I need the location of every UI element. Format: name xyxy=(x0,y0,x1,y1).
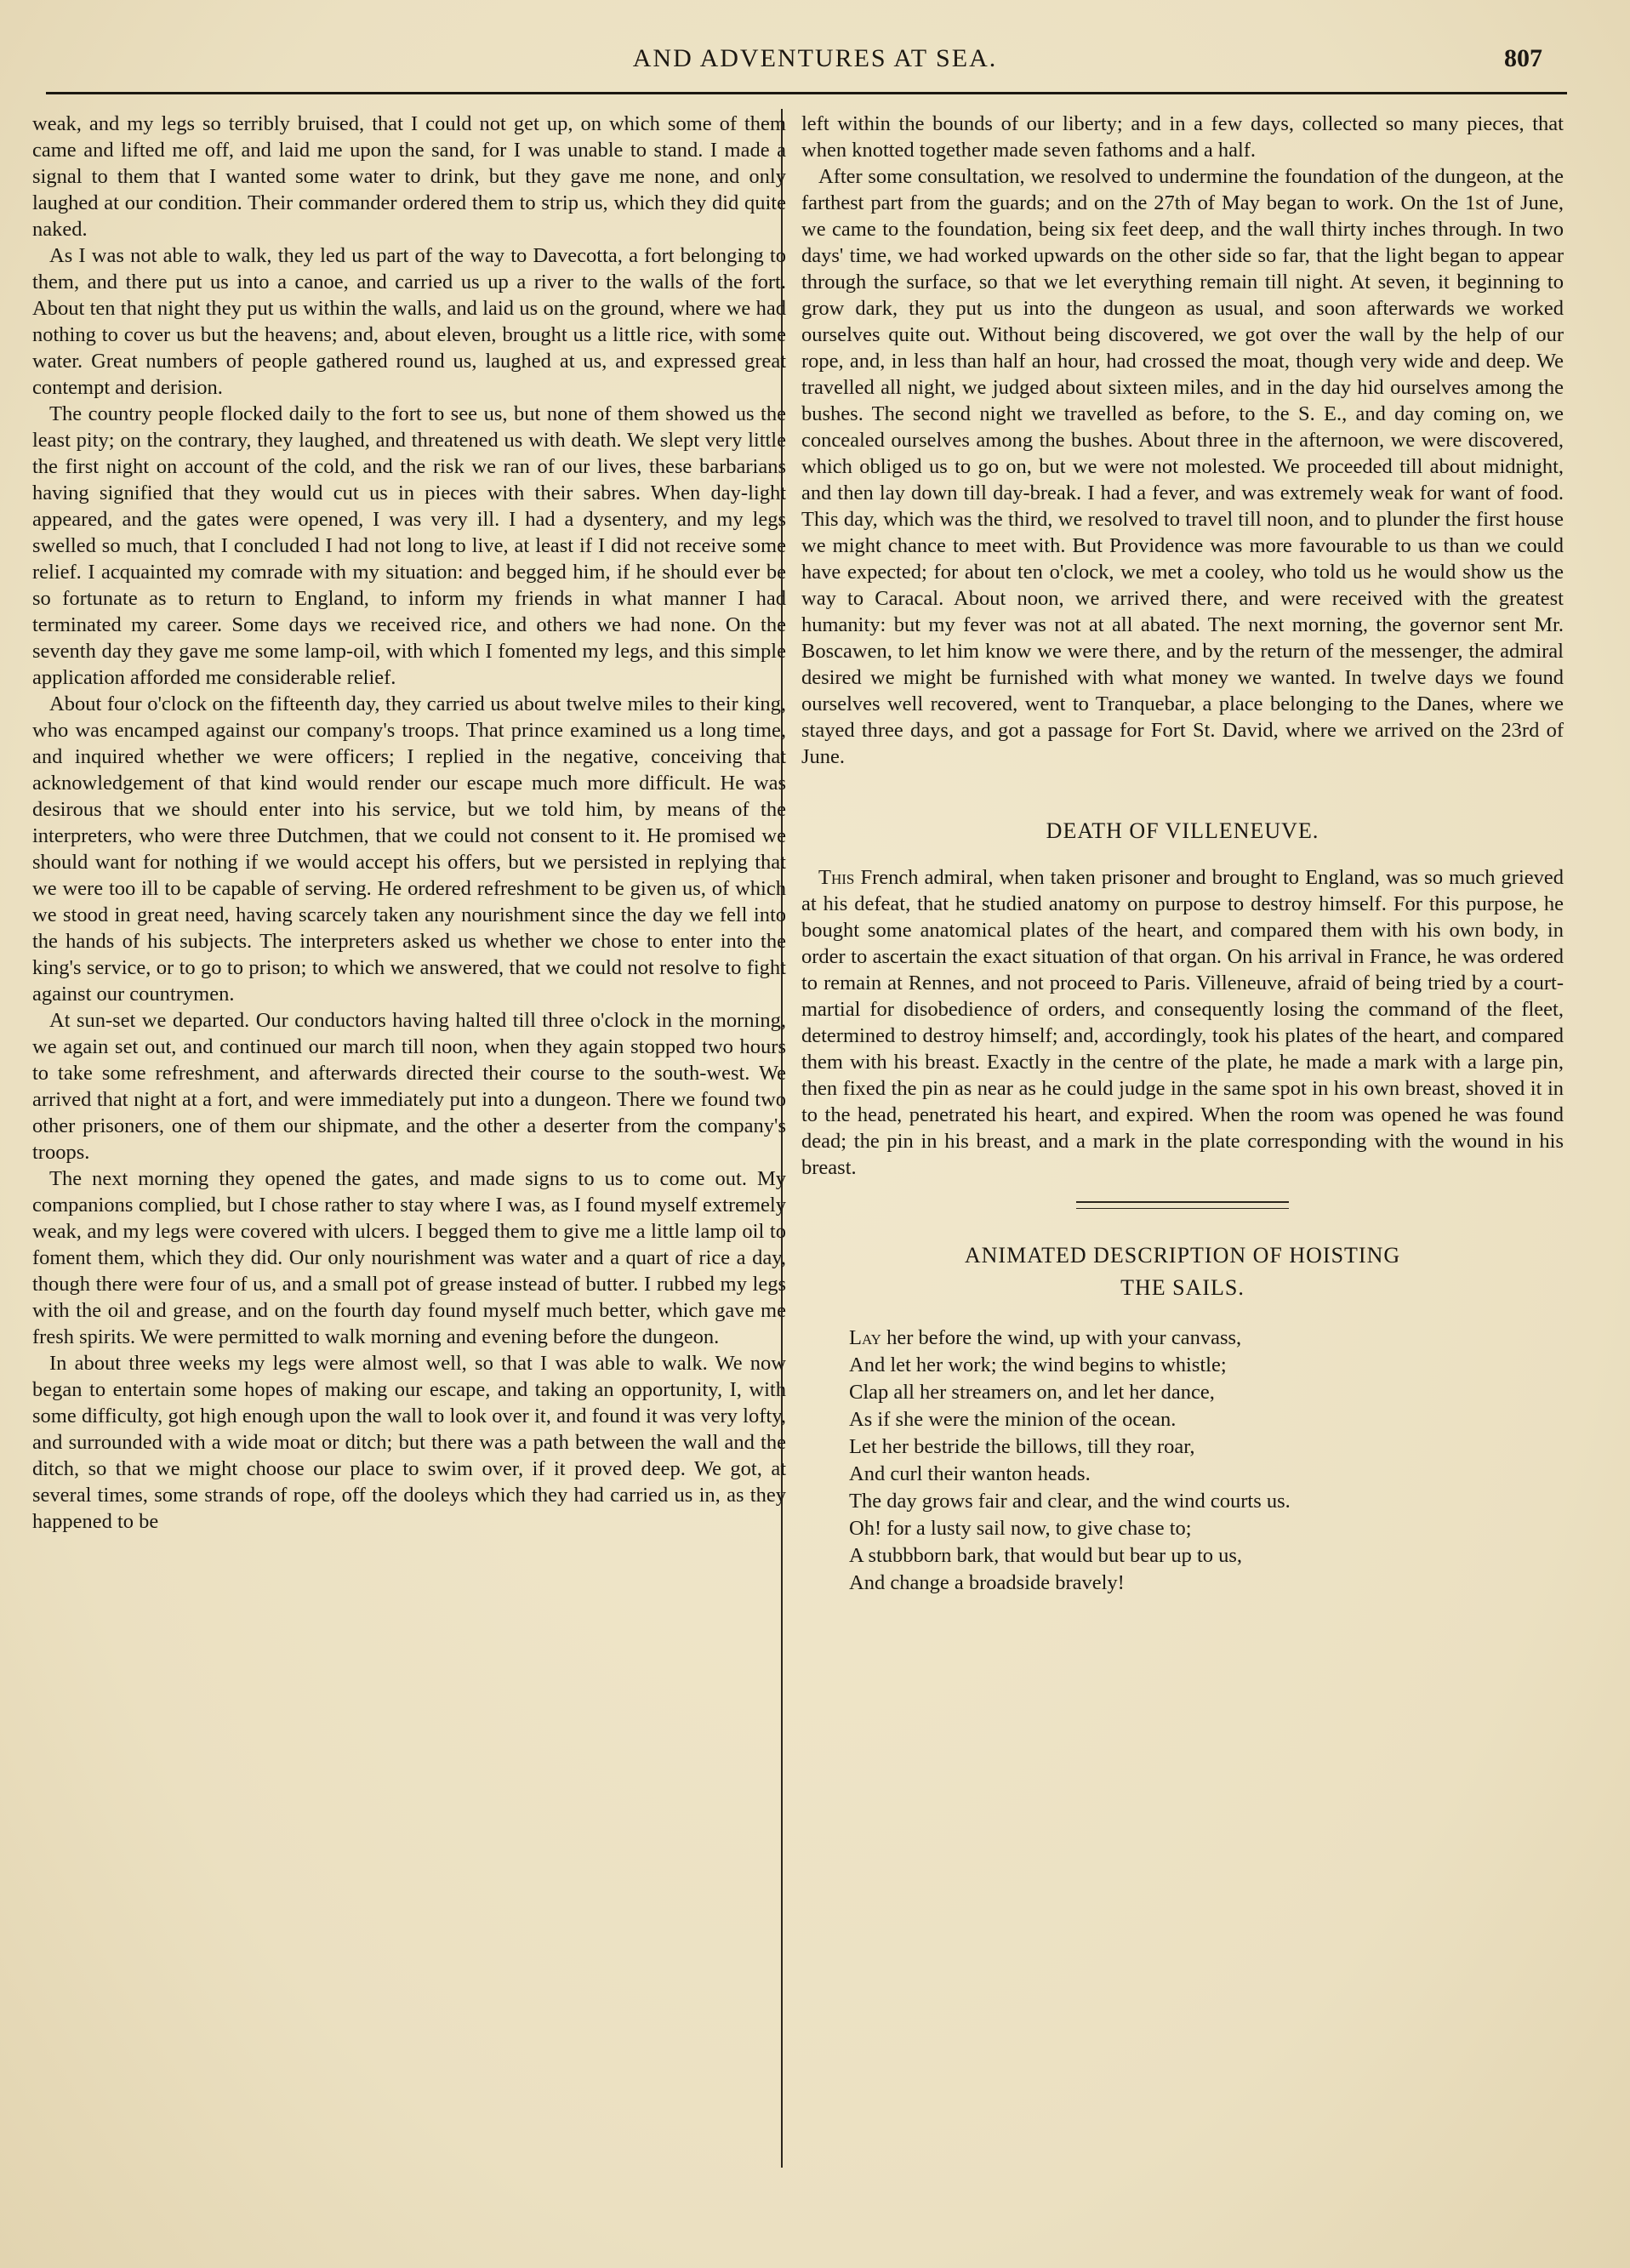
villeneuve-paragraph xyxy=(801,864,1564,1181)
paragraph: After some consultation, we resolved to undermine the foundation of the dungeon, at the farthest part from the guards; and on the 27th of May began to work. On the 1st of June, we came to the foundation, being six feet deep, and the wall thirty inches through. In two days' time, we had worked upwards on the other side so far, that the light began to appear through the surface, so that we let everything remain till night. At seven, it beginning to grow dark, they put us into the dungeon as usual, and soon afterwards we worked ourselves quite out. Without being discovered, we got over the wall by the help of our rope, and, in less than half an hour, had crossed the moat, though very wide and deep. We travelled all night, we judged about sixteen miles, and in the day hid ourselves among the bushes. The second night we travelled as before, to the S. E., and day coming on, we concealed ourselves among the bushes. About three in the afternoon, we were discovered, which obliged us to go on, but we were not molested. We proceeded till about midnight, and then lay down till day-break. I had a fever, and was extremely weak for want of food. This day, which was the third, we resolved to travel till noon, and to plunder the first house we might chance to meet with. But Providence was more favourable to us than we could have expected; for about ten o'clock, we met a cooley, who told us he would show us the way to Caracal. About noon, we arrived there, and were received with the greatest humanity: but my fever was not at all abated. The next morning, the governor sent Mr. Boscawen, to let him know we were there, and by the return of the messenger, the admiral desired we might be furnished with what money we wanted. In twelve days we found ourselves well recovered, went to Tranquebar, a place belonging to the Danes, where we stayed three days, and got a passage for Fort St. David, where we arrived on the 23rd of June. xyxy=(801,165,1564,768)
paragraph: About four o'clock on the fifteenth day, they carried us about twelve miles to their king, who was encamped against our company's troops. That prince examined us a long time, and inquired whether we were officers; I replied in the negative, conceiving that acknowledgement of that kind would render our escape much more difficult. He was desirous that we should enter into his service, but we told him, by means of the interpreters, who were three Dutchmen, that we could not consent to it. He promised we should want for nothing if we would accept his offers, but we persisted in replying that we were too ill to be capable of serving. He ordered refreshment to be given us, of which we stood in great need, having scarcely taken any nourishment since the day we fell into the hands of his subjects. The interpreters asked us whether we chose to enter into the king's service, or to go to prison; to which we answered, that we could not resolve to fight against our countrymen. xyxy=(32,692,786,1006)
poem-line: Clap all her streamers on, and let her dance, xyxy=(849,1381,1215,1404)
paragraph: The country people flocked daily to the fort to see us, but none of them showed us the least pity; on the contrary, they laughed, and threatened us with death. We slept very little the first night on account of the cold, and the risk we ran of our lives, these barbarians having signified that they would cut us in pieces with their sabres. When day-light appeared, and the gates were opened, I was very ill. I had a dysentery, and my legs swelled so much, that I concluded I had not long to live, at least if I did not receive some relief. I acquainted my comrade with my situation: and begged him, if he should ever be so fortunate as to return to England, to inform my friends in what manner I had terminated my career. Some days we received rice, and others we had none. On the seventh day they gave me some lamp-oil, with which I fomented my legs, and this simple application afforded me considerable relief. xyxy=(32,402,786,689)
left-column xyxy=(32,111,786,1535)
drop-word: Lay xyxy=(849,1326,881,1349)
section-rule xyxy=(1076,1201,1289,1209)
poem-title-line: THE SAILS. xyxy=(1120,1275,1245,1300)
paragraph: left within the bounds of our liberty; and in a few days, collected so many pieces, that when knotted together made seven fathoms and a half. xyxy=(801,112,1564,162)
drop-word: This xyxy=(818,866,855,889)
poem-title-line: ANIMATED DESCRIPTION OF HOISTING xyxy=(964,1243,1401,1268)
poem-line: A stubbborn bark, that would but bear up to us, xyxy=(849,1544,1243,1567)
page-number: 807 xyxy=(1504,44,1542,72)
header-rule xyxy=(46,92,1567,94)
poem-line: Oh! for a lusty sail now, to give chase to; xyxy=(849,1517,1192,1540)
paragraph: As I was not able to walk, they led us part of the way to Davecotta, a fort belonging to them, and there put us into a canoe, and carried us up a river to the walls of the fort. About ten that night they put us within the walls, and laid us on the ground, where we had nothing to cover us but the heavens; and, about eleven, brought us a little rice, with some water. Great numbers of people gathered round us, laughed at us, and expressed great contempt and derision. xyxy=(32,244,786,399)
paragraph: In about three weeks my legs were almost well, so that I was able to walk. We now began to entertain some hopes of making our escape, and taking an opportunity, I, with some difficulty, got high enough upon the wall to look over it, and found it was very lofty, and surrounded with a wide moat or ditch; but there was a path between the wall and the ditch, so that we might choose our place to swim over, if it proved deep. We got, at several times, some strands of rope, off the dooleys which they had carried us in, as they happened to be xyxy=(32,1352,786,1533)
poem-line: As if she were the minion of the ocean. xyxy=(849,1408,1177,1431)
poem-line: The day grows fair and clear, and the wind courts us. xyxy=(849,1490,1291,1513)
section-title-villeneuve: DEATH OF VILLENEUVE. xyxy=(1046,818,1319,843)
poem xyxy=(849,1325,1564,1597)
poem-line: And change a broadside bravely! xyxy=(849,1571,1125,1594)
paragraph: At sun-set we departed. Our conductors having halted till three o'clock in the morning, we again set out, and continued our march till noon, when they again stopped two hours to take some refreshment, and afterwards directed their course to the south-west. We arrived that night at a fort, and were immediately put into a dungeon. There we found two other prisoners, one of them our shipmate, and the other a deserter from the company's troops. xyxy=(32,1009,786,1164)
paragraph: weak, and my legs so terribly bruised, that I could not get up, on which some of them came and lifted me off, and laid me upon the sand, for I was unable to stand. I made a signal to them that I wanted some water to drink, but they gave me none, and only laughed at our condition. Their commander ordered them to strip us, which they did quite naked. xyxy=(32,112,786,241)
running-head: AND ADVENTURES AT SEA. xyxy=(632,44,998,72)
poem-line: And let her work; the wind begins to whistle; xyxy=(849,1353,1227,1376)
right-column xyxy=(801,111,1564,1597)
paragraph: The next morning they opened the gates, and made signs to us to come out. My companions complied, but I chose rather to stay where I was, as I found myself extremely weak, and my legs were covered with ulcers. I begged them to give me a little lamp oil to foment them, which they did. Our only nourishment was water and a quart of rice a day, though there were four of us, and a small pot of grease instead of butter. I rubbed my legs with the oil and grease, and on the fourth day found myself much better, which gave me fresh spirits. We were permitted to walk morning and evening before the dungeon. xyxy=(32,1167,786,1348)
villeneuve-body: French admiral, when taken prisoner and brought to England, was so much grieved at his defeat, that he studied anatomy on purpose to destroy himself. For this purpose, he bought some anatomical plates of the heart, and compared them with his own body, in order to ascertain the exact situation of that organ. On his arrival in France, he was ordered to remain at Rennes, and not proceed to Paris. Villeneuve, afraid of being tried by a court-martial for disobedience of orders, and consequently losing the command of the fleet, determined to destroy himself; and, accordingly, took his plates of the heart, and compared them with his breast. Exactly in the centre of the plate, he made a mark with a large pin, then fixed the pin as near as he could judge in the same spot in his own breast, shoved it in to the head, penetrated his heart, and expired. When the room was opened he was found dead; the pin in his breast, and a mark in the plate corresponding with the wound in his breast. xyxy=(801,866,1564,1179)
poem-line-text: her before the wind, up with your canvass, xyxy=(881,1326,1242,1349)
section-title-poem xyxy=(801,1239,1564,1304)
poem-line: Let her bestride the billows, till they roar, xyxy=(849,1435,1195,1458)
poem-line: And curl their wanton heads. xyxy=(849,1462,1091,1485)
poem-line xyxy=(849,1325,1564,1352)
